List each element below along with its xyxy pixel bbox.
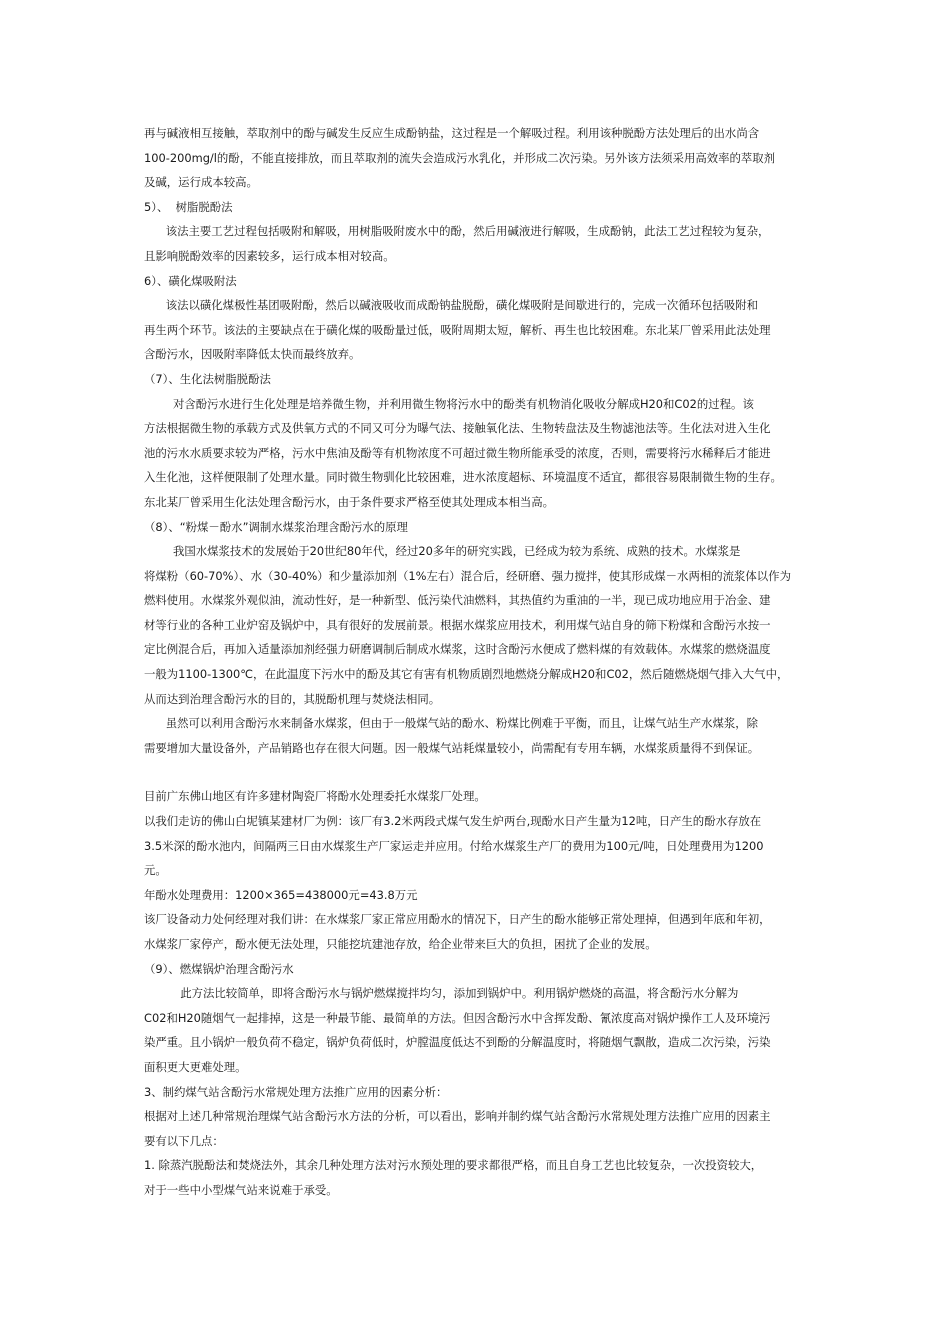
text-line: 东北某厂曾采用生化法处理含酚污水，由于条件要求严格至使其处理成本相当高。 bbox=[144, 494, 555, 509]
text-line: 且影响脱酚效率的因素较多，运行成本相对较高。 bbox=[144, 248, 395, 263]
text-line: （7）、生化法树脂脱酚法 bbox=[144, 371, 271, 386]
paragraph bbox=[144, 981, 816, 1079]
text-line: 目前广东佛山地区有许多建材陶瓷厂将酚水处理委托水煤浆厂处理。 bbox=[144, 789, 486, 804]
text-line: 100-200mg/l的酚，不能直接排放，而且萃取剂的流失会造成污水乳化，并形成二次污染。另外该方法须采用高效率的萃取剂 bbox=[144, 150, 776, 165]
text-line: 5）、 树脂脱酚法 bbox=[144, 199, 233, 214]
text-line: 再生两个环节。该法的主要缺点在于磺化煤的吸酚量过低，吸附周期太短，解析、再生也比较困难。东北某厂曾采用此法处理 bbox=[144, 322, 771, 337]
paragraph bbox=[144, 957, 816, 982]
text-line: 面积更大更难处理。 bbox=[144, 1059, 247, 1074]
text-line: 该厂设备动力处何经理对我们讲：在水煤浆厂家正常应用酚水的情况下，日产生的酚水能够正常处理掉，但遇到年底和年初， bbox=[144, 912, 771, 927]
paragraph bbox=[144, 1080, 816, 1105]
text-line: 对于一些中小型煤气站来说难于承受。 bbox=[144, 1182, 338, 1197]
text-line: 需要增加大量设备外，产品销路也存在很大问题。因一般煤气站耗煤量较小，尚需配有专用车辆，水煤浆质量得不到保证。 bbox=[144, 740, 760, 755]
text-line: 虽然可以利用含酚污水来制备水煤浆，但由于一般煤气站的酚水、粉煤比例难于平衡，而且，让煤气站生产水煤浆，除 bbox=[144, 716, 759, 731]
text-line: 元。 bbox=[144, 863, 167, 878]
paragraph bbox=[144, 1153, 816, 1202]
text-line: 及碱，运行成本较高。 bbox=[144, 175, 258, 190]
text-line: 我国水煤浆技术的发展始于20世纪80年代，经过20多年的研究实践，已经成为较为系统、成熟的技术。水煤浆是 bbox=[144, 544, 741, 559]
paragraph bbox=[144, 367, 816, 392]
text-line: 一般为1100-1300℃，在此温度下污水中的酚及其它有害有机物质剧烈地燃烧分解成H20和C02，然后随燃烧烟气排入大气中， bbox=[144, 667, 789, 682]
text-line: 从而达到治理含酚污水的目的，其脱酚机理与焚烧法相同。 bbox=[144, 691, 441, 706]
text-line: 此方法比较简单，即将含酚污水与锅炉燃煤搅拌均匀，添加到锅炉中。利用锅炉燃烧的高温，将含酚污水分解为 bbox=[144, 986, 739, 1001]
text-line: （9）、燃煤锅炉治理含酚污水 bbox=[144, 961, 294, 976]
text-line: （8）、“粉煤－酚水”调制水煤浆治理含酚污水的原理 bbox=[144, 519, 408, 534]
text-line: 再与碱液相互接触，萃取剂中的酚与碱发生反应生成酚钠盐，这过程是一个解吸过程。利用该种脱酚方法处理后的出水尚含 bbox=[144, 126, 760, 140]
paragraph bbox=[144, 515, 816, 540]
paragraph bbox=[144, 784, 816, 809]
text-line: 入生化池，这样便限制了处理水量。同时微生物驯化比较困难，进水浓度超标、环境温度不适宜，都很容易限制微生物的生存。 bbox=[144, 470, 782, 485]
text-line: 以我们走访的佛山白坭镇某建材厂为例：该厂有3.2米两段式煤气发生炉两台,现酚水日产生量为12吨，日产生的酚水存放在 bbox=[144, 814, 762, 829]
text-line: 6）、磺化煤吸附法 bbox=[144, 273, 237, 288]
paragraph bbox=[144, 809, 816, 883]
text-line: 3、制约煤气站含酚污水常规处理方法推广应用的因素分析： bbox=[144, 1084, 448, 1099]
text-line: C02和H20随烟气一起排掉，这是一种最节能、最简单的方法。但因含酚污水中含挥发酚、氰浓度高对锅炉操作工人及环境污 bbox=[144, 1010, 771, 1025]
text-line: 材等行业的各种工业炉窑及锅炉中，具有很好的发展前景。根据水煤浆应用技术，利用煤气站自身的筛下粉煤和含酚污水按一 bbox=[144, 617, 771, 632]
paragraph bbox=[144, 883, 816, 908]
paragraph bbox=[144, 1104, 816, 1153]
text-line: 定比例混合后，再加入适量添加剂经强力研磨调制后制成水煤浆，这时含酚污水便成了燃料煤的有效载体。水煤浆的燃烧温度 bbox=[144, 642, 771, 657]
text-line: 将煤粉（60-70%）、水（30-40%）和少量添加剂（1%左右）混合后，经研磨、强力搅拌，使其形成煤－水两相的流浆体以作为 bbox=[144, 568, 791, 583]
text-line: 年酚水处理费用：1200×365=438000元=43.8万元 bbox=[144, 887, 418, 902]
text-line: 3.5米深的酚水池内，间隔两三日由水煤浆生产厂家运走并应用。付给水煤浆生产厂的费用为100元/吨，日处理费用为1200 bbox=[144, 838, 764, 853]
text-line: 1. 除蒸汽脱酚法和焚烧法外，其余几种处理方法对污水预处理的要求都很严格，而且自身工艺也比较复杂，一次投资较大， bbox=[144, 1158, 763, 1173]
text-line: 含酚污水，因吸附率降低太快而最终放弃。 bbox=[144, 347, 361, 362]
text-line: 水煤浆厂家停产，酚水便无法处理，只能挖坑建池存放，给企业带来巨大的负担，困扰了企业的发展。 bbox=[144, 937, 657, 951]
paragraph bbox=[144, 392, 816, 515]
text-line: 根据对上述几种常规治理煤气站含酚污水方法的分析，可以看出，影响并制约煤气站含酚污水常规处理方法推广应用的因素主 bbox=[144, 1109, 771, 1124]
text-line: 池的污水水质要求较为严格，污水中焦油及酚等有机物浓度不可超过微生物所能承受的浓度，否则，需要将污水稀释后才能进 bbox=[144, 445, 771, 460]
paragraph bbox=[144, 121, 816, 195]
text-line: 方法根据微生物的承载方式及供氧方式的不同又可分为曝气法、接触氧化法、生物转盘法及生物滤池法等。生化法对进入生化 bbox=[144, 421, 771, 436]
text-line: 染严重。且小锅炉一般负荷不稳定，锅炉负荷低时，炉膛温度低达不到酚的分解温度时，将随烟气飘散，造成二次污染，污染 bbox=[144, 1035, 771, 1050]
paragraph bbox=[144, 711, 816, 760]
text-line: 对含酚污水进行生化处理是培养微生物，并利用微生物将污水中的酚类有机物消化吸收分解成H20和C02的过程。该 bbox=[144, 396, 754, 411]
paragraph bbox=[144, 539, 816, 711]
paragraph bbox=[144, 907, 816, 956]
text-line: 燃料使用。水煤浆外观似油，流动性好，是一种新型、低污染代油燃料，其热值约为重油的一半，现已成功地应用于冶金、建 bbox=[144, 593, 771, 608]
paragraph bbox=[144, 269, 816, 294]
text-line: 该法主要工艺过程包括吸附和解吸，用树脂吸附废水中的酚，然后用碱液进行解吸，生成酚钠，此法工艺过程较为复杂， bbox=[144, 224, 770, 239]
paragraph-gap bbox=[144, 760, 816, 784]
paragraph bbox=[144, 195, 816, 220]
paragraph bbox=[144, 293, 816, 367]
document-body bbox=[144, 121, 816, 1203]
text-line: 该法以磺化煤极性基团吸附酚，然后以碱液吸收而成酚钠盐脱酚，磺化煤吸附是间歇进行的，完成一次循环包括吸附和 bbox=[144, 298, 759, 313]
paragraph bbox=[144, 219, 816, 268]
text-line: 要有以下几点： bbox=[144, 1133, 224, 1148]
